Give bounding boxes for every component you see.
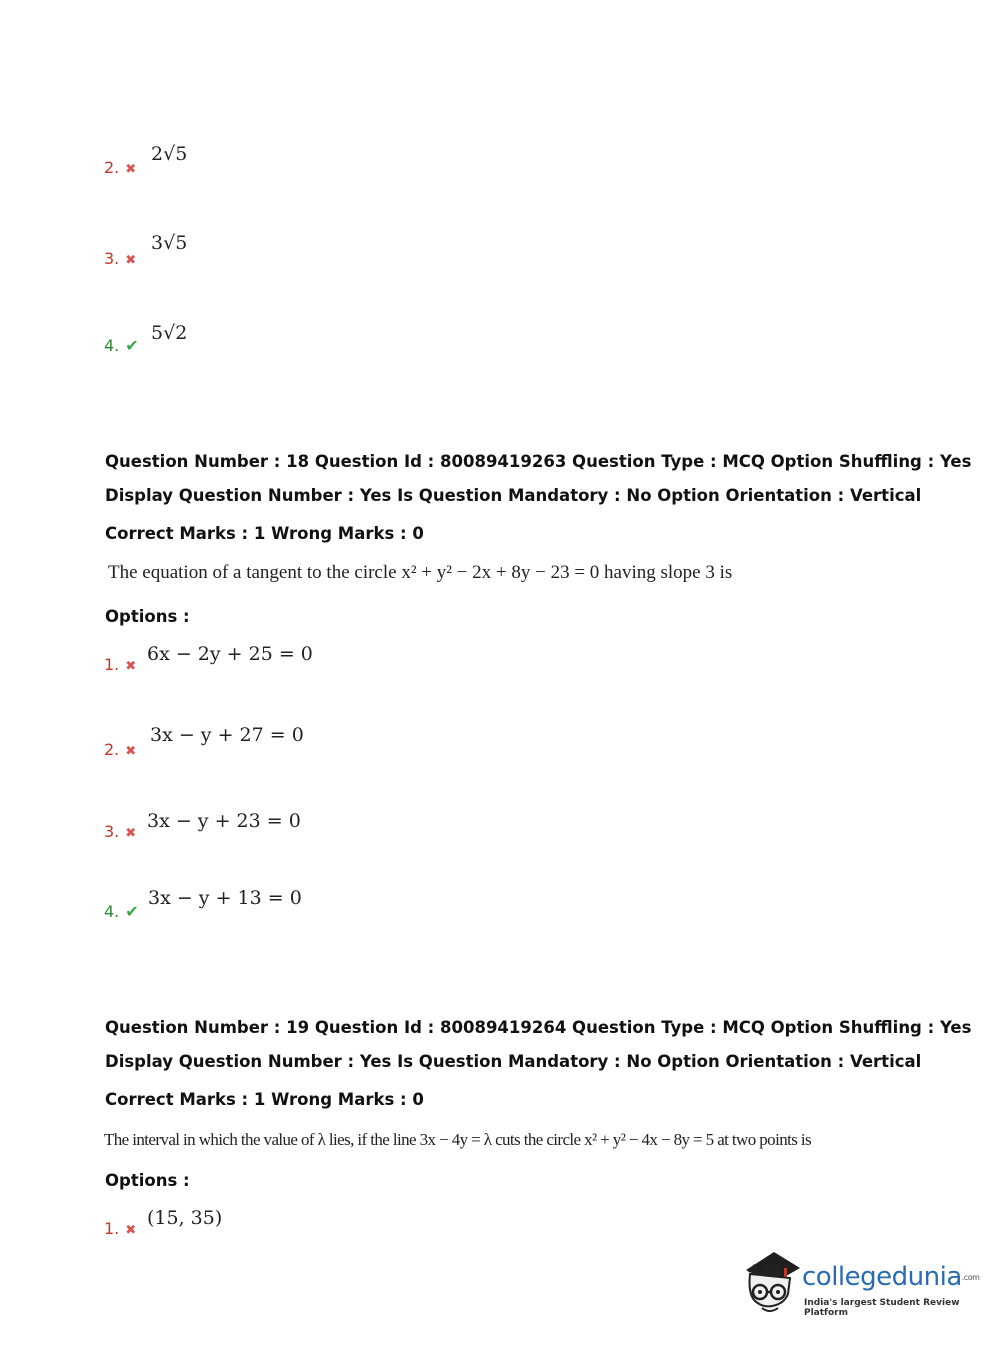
q18-question-text: The equation of a tangent to the circle x² + y² − 2x + 8y − 23 = 0 having slope 3 is bbox=[108, 562, 733, 583]
q19-option-1-number: 1. ✖ bbox=[104, 1219, 137, 1238]
collegedunia-logo bbox=[740, 1248, 980, 1318]
q18-option-4-text: 3x − y + 13 = 0 bbox=[148, 887, 302, 909]
option-2-text: 2√5 bbox=[151, 143, 188, 165]
wrong-icon: ✖ bbox=[125, 659, 137, 674]
wrong-icon: ✖ bbox=[125, 253, 137, 268]
q18-option-3-text: 3x − y + 23 = 0 bbox=[147, 810, 301, 832]
wrong-icon: ✖ bbox=[125, 744, 137, 759]
option-3-number: 3. ✖ bbox=[104, 249, 137, 268]
q18-header-line1: Question Number : 18 Question Id : 80089419263 Question Type : MCQ Option Shuffling : Yes bbox=[105, 452, 972, 471]
option-2-number: 2. ✖ bbox=[104, 158, 137, 177]
q18-option-1-number: 1. ✖ bbox=[104, 655, 137, 674]
q18-option-1-text: 6x − 2y + 25 = 0 bbox=[147, 643, 313, 665]
q18-option-3-number: 3. ✖ bbox=[104, 822, 137, 841]
q18-option-2-text: 3x − y + 27 = 0 bbox=[150, 724, 304, 746]
q18-header-line2: Display Question Number : Yes Is Question Mandatory : No Option Orientation : Vertical bbox=[105, 486, 922, 505]
logo-wordmark: collegedunia.com bbox=[802, 1262, 980, 1292]
check-icon: ✔ bbox=[125, 902, 139, 921]
q18-marks: Correct Marks : 1 Wrong Marks : 0 bbox=[105, 524, 424, 543]
q18-option-4-number: 4. ✔ bbox=[104, 902, 139, 921]
option-3-text: 3√5 bbox=[151, 232, 188, 254]
wrong-icon: ✖ bbox=[125, 826, 137, 841]
check-icon: ✔ bbox=[125, 336, 139, 355]
q19-header-line1: Question Number : 19 Question Id : 80089419264 Question Type : MCQ Option Shuffling : Yes bbox=[105, 1018, 972, 1037]
q19-options-label: Options : bbox=[105, 1171, 190, 1190]
q19-marks: Correct Marks : 1 Wrong Marks : 0 bbox=[105, 1090, 424, 1109]
wrong-icon: ✖ bbox=[125, 1223, 137, 1238]
q18-option-2-number: 2. ✖ bbox=[104, 740, 137, 759]
option-4-text: 5√2 bbox=[151, 322, 188, 344]
wrong-icon: ✖ bbox=[125, 162, 137, 177]
q19-question-text: The interval in which the value of λ lies, if the line 3x − 4y = λ cuts the circle x² + y² − 4x − 8y = 5 at two points is bbox=[104, 1130, 812, 1149]
mascot-icon bbox=[740, 1248, 802, 1316]
option-4-number: 4. ✔ bbox=[104, 336, 139, 355]
q19-header-line2: Display Question Number : Yes Is Question Mandatory : No Option Orientation : Vertical bbox=[105, 1052, 922, 1071]
logo-tagline: India's largest Student Review Platform bbox=[804, 1298, 960, 1318]
q18-options-label: Options : bbox=[105, 607, 190, 626]
q19-option-1-text: (15, 35) bbox=[147, 1207, 223, 1229]
